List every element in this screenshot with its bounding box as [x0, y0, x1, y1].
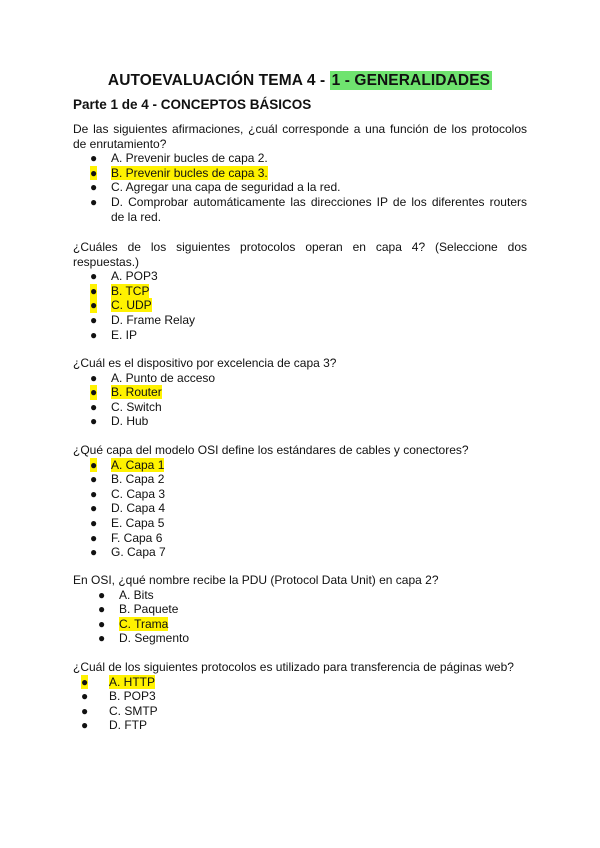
question-4 — [73, 443, 527, 560]
question-text: ¿Cuál de los siguientes protocolos es utilizado para transferencia de páginas web? — [73, 660, 514, 674]
bullet-icon: ● — [98, 616, 106, 631]
bullet-icon: ● — [90, 370, 98, 385]
options-list — [73, 458, 527, 560]
options-list — [73, 371, 527, 429]
option-a: ● A. POP3 — [90, 269, 158, 284]
question-1 — [73, 122, 527, 224]
bullet-icon: ● — [90, 269, 98, 284]
question-5 — [73, 573, 527, 646]
bullet-icon: ● — [90, 515, 98, 530]
question-2 — [73, 240, 527, 342]
bullet-icon: ● — [90, 501, 98, 516]
option-c: ● C. Agregar una capa de seguridad a la red. — [90, 180, 341, 195]
option-c: ● C. Switch — [90, 399, 162, 414]
option-c: ● C. SMTP — [81, 703, 158, 718]
option-a: ● A. Prevenir bucles de capa 2. — [90, 151, 268, 166]
question-text: ¿Qué capa del modelo OSI define los estándares de cables y conectores? — [73, 443, 469, 457]
option-a-selected: ● A. HTTP — [81, 674, 156, 689]
bullet-icon: ● — [81, 703, 89, 718]
option-e: ● E. IP — [90, 327, 138, 342]
option-c-selected: ● C. Trama — [98, 616, 169, 631]
title-prefix: AUTOEVALUACIÓN TEMA 4 - — [107, 72, 330, 89]
bullet-icon: ● — [90, 530, 98, 545]
bullet-icon: ● — [90, 327, 98, 342]
question-3 — [73, 356, 527, 429]
bullet-icon: ● — [98, 631, 106, 646]
bullet-icon: ● — [81, 718, 89, 733]
bullet-icon: ● — [90, 414, 98, 429]
bullet-icon: ● — [90, 194, 98, 209]
option-d: ● D. Frame Relay — [90, 312, 196, 327]
options-list — [73, 269, 527, 342]
option-a-selected: ● A. Capa 1 — [90, 457, 165, 472]
option-a: ● A. Punto de acceso — [90, 370, 216, 385]
option-c-selected: ● C. UDP — [90, 298, 152, 313]
option-e: ● E. Capa 5 — [90, 515, 165, 530]
option-d: ● D. Segmento — [98, 631, 190, 646]
option-b-selected: ● B. Router — [90, 385, 162, 400]
option-c: ● C. Capa 3 — [90, 486, 166, 501]
bullet-icon: ● — [90, 283, 98, 298]
option-d: ● D. Capa 4 — [90, 501, 166, 516]
bullet-icon: ● — [90, 312, 98, 327]
bullet-icon: ● — [90, 385, 98, 400]
question-text: ¿Cuáles de los siguientes protocolos operan en capa 4? (Seleccione dos respuestas.) — [73, 240, 527, 269]
bullet-icon: ● — [90, 472, 98, 487]
option-b: ● B. Capa 2 — [90, 472, 165, 487]
question-text: ¿Cuál es el dispositivo por excelencia de capa 3? — [73, 356, 337, 370]
document-title — [73, 72, 527, 90]
bullet-icon: ● — [90, 399, 98, 414]
options-list — [73, 675, 527, 733]
option-d: ● D. Hub — [90, 414, 149, 429]
bullet-icon: ● — [81, 689, 89, 704]
bullet-icon: ● — [81, 674, 89, 689]
option-d: ● D. FTP — [81, 718, 147, 733]
bullet-icon: ● — [90, 151, 98, 166]
bullet-icon: ● — [90, 545, 98, 560]
question-6 — [73, 660, 527, 733]
bullet-icon: ● — [90, 486, 98, 501]
question-text: En OSI, ¿qué nombre recibe la PDU (Protocol Data Unit) en capa 2? — [73, 573, 439, 587]
option-f: ● F. Capa 6 — [90, 530, 163, 545]
title-highlight: 1 - GENERALIDADES — [331, 72, 491, 89]
question-text: De las siguientes afirmaciones, ¿cuál corresponde a una función de los protocolos de enrutamiento? — [73, 122, 527, 151]
option-b: ● B. Paquete — [98, 602, 179, 617]
option-b-selected: ● B. Prevenir bucles de capa 3. — [90, 165, 268, 180]
options-list — [73, 588, 527, 646]
option-g: ● G. Capa 7 — [90, 545, 166, 560]
option-b: ● B. POP3 — [81, 689, 156, 704]
section-subtitle: Parte 1 de 4 - CONCEPTOS BÁSICOS — [73, 97, 312, 112]
bullet-icon: ● — [98, 602, 106, 617]
option-d: ● D. Comprobar automáticamente las direcciones IP de los diferentes routers de la red. — [90, 194, 527, 224]
bullet-icon: ● — [90, 298, 98, 313]
options-list — [73, 151, 527, 224]
option-b-selected: ● B. TCP — [90, 283, 150, 298]
bullet-icon: ● — [90, 457, 98, 472]
bullet-icon: ● — [98, 587, 106, 602]
bullet-icon: ● — [90, 165, 98, 180]
bullet-icon: ● — [90, 180, 98, 195]
option-a: ● A. Bits — [98, 587, 154, 602]
